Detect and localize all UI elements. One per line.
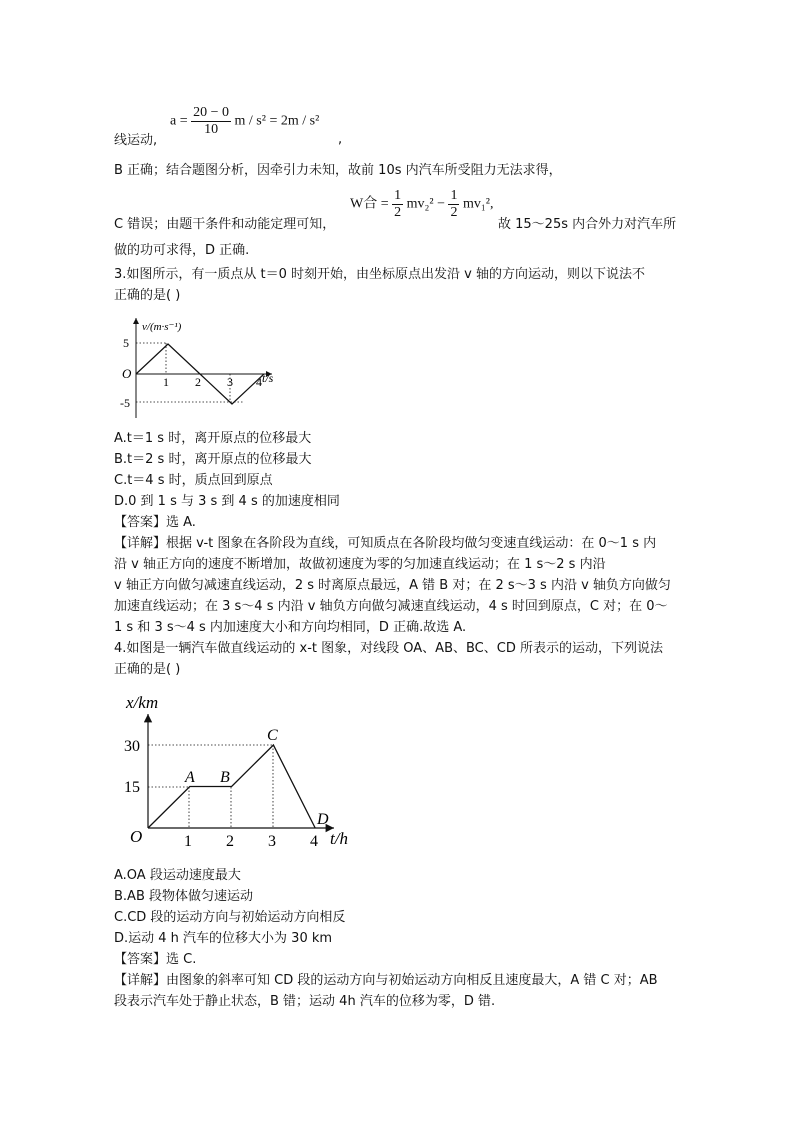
- q4-answer: 【答案】选 C.: [114, 952, 197, 967]
- xt-origin: O: [130, 827, 143, 846]
- accel-label: a =: [170, 113, 188, 129]
- accel-numerator: 20 − 0: [193, 105, 230, 120]
- xt-point-d: D: [317, 811, 329, 828]
- half-fraction-1: [392, 188, 403, 221]
- half-fraction-2: [448, 188, 459, 221]
- xt-point-c: C: [267, 727, 278, 744]
- q3-option-a: A.t＝1 s 时，离开原点的位移最大: [114, 431, 312, 446]
- xt-xtick-2: 2: [226, 833, 234, 850]
- xt-xtick-4: 4: [310, 833, 318, 850]
- xt-xtick-3: 3: [268, 833, 276, 850]
- vt-tick-3: 3: [227, 375, 233, 389]
- q3-answer: 【答案】选 A.: [114, 515, 196, 530]
- vt-xlabel: t/s: [262, 371, 274, 385]
- xt-xtick-1: 1: [184, 833, 192, 850]
- vt-chart: [110, 312, 310, 422]
- q4-option-b: B.AB 段物体做匀速运动: [114, 889, 253, 904]
- xt-ytick-30: 30: [124, 738, 140, 755]
- q3-detail-line3: v 轴正方向做匀减速直线运动，2 s 时离原点最远，A 错 B 对；在 2 s～3 s 内沿 v 轴负方向做匀: [114, 578, 671, 593]
- xt-ytick-15: 15: [124, 779, 140, 796]
- accel-rest: m / s² = 2m / s²: [234, 113, 320, 129]
- xt-ylabel: x/km: [126, 693, 159, 712]
- work-label: W合 =: [350, 196, 389, 212]
- xt-point-b: B: [220, 769, 230, 786]
- q3-detail-line4: 加速直线运动；在 3 s～4 s 内沿 v 轴负方向做匀减速直线运动，4 s 时回到原点，C 对；在 0～: [114, 599, 668, 614]
- vt-origin: O: [122, 366, 132, 381]
- work-formula: [350, 188, 493, 221]
- xt-point-a: A: [185, 769, 195, 786]
- mv1-term: mv₁²,: [462, 196, 494, 212]
- q3-stem-line1: 3.如图所示，有一质点从 t＝0 时刻开始，由坐标原点出发沿 v 轴的方向运动，则以下说法不: [114, 267, 645, 282]
- half-num-2: 1: [450, 188, 458, 203]
- accel-formula: [170, 105, 319, 138]
- vt-ylabel-pos: 5: [123, 336, 129, 350]
- accel-comma: ,: [338, 132, 343, 147]
- xt-series-line: [148, 745, 315, 828]
- q4-stem-line1: 4.如图是一辆汽车做直线运动的 x-t 图象，对线段 OA、AB、BC、CD 所表示的运动，下列说法: [114, 641, 663, 656]
- q3-detail-line5: 1 s 和 3 s～4 s 内加速度大小和方向均相同，D 正确.故选 A.: [114, 620, 467, 635]
- xt-chart: [112, 686, 362, 854]
- c-wrong-suffix: 故 15～25s 内合外力对汽车所: [498, 217, 677, 232]
- mv2-term: mv₂² −: [406, 196, 445, 212]
- q3-detail-line1: 【详解】根据 v-t 图象在各阶段为直线，可知质点在各阶段均做匀变速直线运动：在 0～1 s 内: [114, 536, 657, 551]
- vt-tick-1: 1: [163, 375, 169, 389]
- q4-option-c: C.CD 段的运动方向与初始运动方向相反: [114, 910, 346, 925]
- q4-detail-line2: 段表示汽车处于静止状态，B 错；运动 4h 汽车的位移为零，D 错.: [114, 994, 496, 1009]
- vt-ylabel-neg: -5: [120, 396, 130, 410]
- q4-detail-line1: 【详解】由图象的斜率可知 CD 段的运动方向与初始运动方向相反且速度最大，A 错 C 对；AB: [114, 973, 658, 988]
- q4-option-a: A.OA 段运动速度最大: [114, 868, 241, 883]
- b-correct-text: B 正确；结合题图分析，因牵引力未知，故前 10s 内汽车所受阻力无法求得，: [114, 163, 562, 178]
- vt-tick-2: 2: [195, 375, 201, 389]
- q3-option-d: D.0 到 1 s 与 3 s 到 4 s 的加速度相同: [114, 494, 340, 509]
- q3-stem-line2: 正确的是( ): [114, 288, 181, 303]
- half-den-2: 2: [450, 205, 458, 220]
- q4-option-d: D.运动 4 h 汽车的位移大小为 30 km: [114, 931, 333, 946]
- accel-denominator: 10: [204, 122, 219, 137]
- line-motion-prefix: 线运动,: [114, 133, 158, 148]
- c-wrong-line2: 做的功可求得，D 正确.: [114, 243, 250, 258]
- c-wrong-prefix: C 错误；由题干条件和动能定理可知，: [114, 217, 336, 232]
- q3-option-c: C.t＝4 s 时，质点回到原点: [114, 473, 273, 488]
- vt-tick-4: 4: [256, 375, 262, 389]
- vt-ylabel: v/(m·s⁻¹): [142, 321, 182, 333]
- half-num-1: 1: [394, 188, 402, 203]
- q3-detail-line2: 沿 v 轴正方向的速度不断增加，故做初速度为零的匀加速直线运动；在 1 s～2 s 内沿: [114, 557, 606, 572]
- q4-stem-line2: 正确的是( ): [114, 662, 181, 677]
- accel-fraction: [191, 105, 231, 138]
- q3-option-b: B.t＝2 s 时，离开原点的位移最大: [114, 452, 312, 467]
- half-den-1: 2: [394, 205, 402, 220]
- xt-xlabel: t/h: [330, 829, 348, 848]
